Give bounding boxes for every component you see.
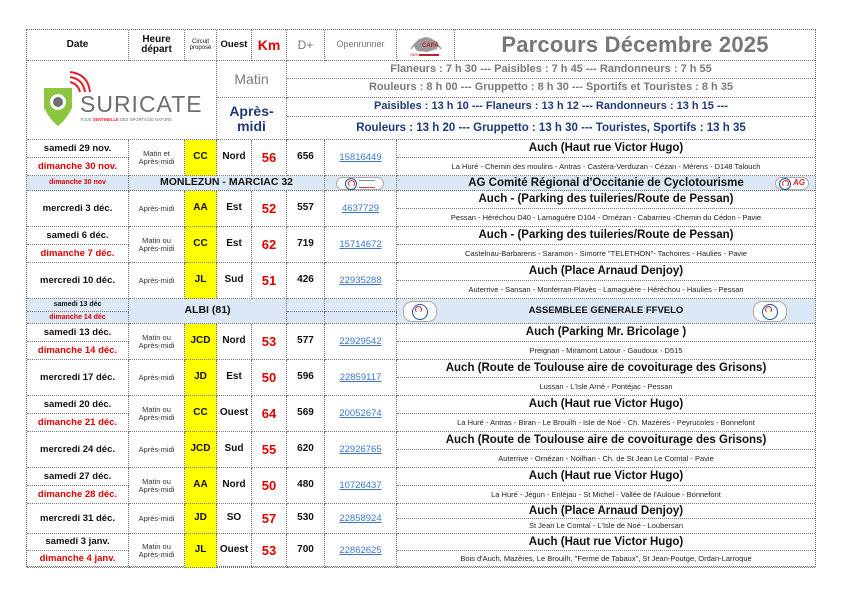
- openrunner-link[interactable]: 22859117: [325, 360, 397, 396]
- row-km: 62: [252, 227, 287, 263]
- row-route: La Huré - Chemin des moulins - Antras - Castéra-Verduzan - Cézan - Mérens - D148 Talouch: [397, 158, 815, 176]
- row-km: 56: [252, 140, 287, 176]
- row-date-sunday: dimanche 21 déc.: [27, 414, 129, 432]
- row-circuit: JCD: [185, 324, 217, 360]
- svg-text:SURICATE: SURICATE: [79, 91, 203, 117]
- ffvelo-circle-icon: [412, 304, 428, 320]
- row-circuit: CC: [185, 140, 217, 176]
- club-map-icon: [405, 31, 447, 59]
- row-km: 53: [252, 324, 287, 360]
- row-date-sunday: dimanche 28 déc.: [27, 486, 129, 504]
- row-direction: SO: [217, 504, 252, 534]
- row-direction: Est: [217, 227, 252, 263]
- header-circuit: Circuit proposé: [185, 30, 217, 61]
- row-dplus: 557: [287, 191, 325, 227]
- row-meeting-place: Auch (Route de Toulouse aire de covoiturage des Grisons): [397, 360, 815, 378]
- event-title: AG Comité Régional d'Occitanie de Cyclotourisme: [397, 176, 815, 191]
- row-date-weekday: samedi 13 déc.: [27, 324, 129, 342]
- row-heure: Après-midi: [129, 191, 185, 227]
- row-heure: Après-midi: [129, 504, 185, 534]
- row-circuit: CC: [185, 396, 217, 432]
- row-heure: Matin ou Après-midi: [129, 468, 185, 504]
- row-heure: Matin ou Après-midi: [129, 324, 185, 360]
- row-meeting-place: Auch (Haut rue Victor Hugo): [397, 534, 815, 551]
- ffvelo-logo: [753, 300, 787, 323]
- row-date-weekday: samedi 29 nov.: [27, 140, 129, 158]
- row-date-sunday: dimanche 30 nov.: [27, 158, 129, 176]
- row-date: mercredi 3 déc.: [27, 191, 129, 227]
- row-route: Pessan - Héréchou D40 - Lamaguère D104 - Ornézan - Cabarrieu -Chemin du Cédon - Pavie: [397, 209, 815, 227]
- event-empty: [325, 312, 397, 325]
- row-route: Castelnau-Barbarens - Saramon - Simorre "TELETHON"- Tachoires - Haulies - Pavie: [397, 245, 815, 263]
- row-km: 50: [252, 468, 287, 504]
- row-circuit: JCD: [185, 432, 217, 468]
- openrunner-link[interactable]: 20052674: [325, 396, 397, 432]
- page-title: Parcours Décembre 2025: [455, 30, 815, 61]
- openrunner-link[interactable]: 15816449: [325, 140, 397, 176]
- row-meeting-place: Auch (Place Arnaud Denjoy): [397, 263, 815, 281]
- row-date-sunday: dimanche 4 janv.: [27, 551, 129, 568]
- row-dplus: 426: [287, 263, 325, 299]
- club-logo: [397, 30, 455, 61]
- row-date-weekday: samedi 27 déc.: [27, 468, 129, 486]
- ffvelo-comite-icon: [336, 177, 384, 190]
- row-date-weekday: samedi 20 déc.: [27, 396, 129, 414]
- openrunner-link[interactable]: 22858924: [325, 504, 397, 534]
- row-km: 51: [252, 263, 287, 299]
- program-sheet: [26, 29, 816, 567]
- event-location: ALBI (81): [129, 299, 287, 324]
- row-km: 50: [252, 360, 287, 396]
- ffvelo-circle-icon: [345, 178, 357, 190]
- row-heure: Matin ou Après-midi: [129, 534, 185, 568]
- row-meeting-place: Auch (Route de Toulouse aire de covoiturage des Grisons): [397, 432, 815, 450]
- row-direction: Nord: [217, 468, 252, 504]
- row-heure: Après-midi: [129, 432, 185, 468]
- row-date: mercredi 31 déc.: [27, 504, 129, 534]
- row-route: Lussan - L'Isle Arné - Pontéjac - Pessan: [397, 378, 815, 396]
- row-circuit: AA: [185, 468, 217, 504]
- suricate-logo-icon: [32, 70, 212, 130]
- row-route: La Huré - Antras - Biran - Le Brouilh - Isle de Noé - Ch. Mazères - Peyrucoles - Bonnefont: [397, 414, 815, 432]
- row-date: mercredi 24 déc.: [27, 432, 129, 468]
- row-circuit: JD: [185, 360, 217, 396]
- openrunner-link[interactable]: 22926765: [325, 432, 397, 468]
- ffvelo-icon: [403, 301, 437, 322]
- matin-label: Matin: [217, 61, 287, 98]
- row-route: Auterrive - Ornézan - Noilhan - Ch. de St Jean Le Comtal - Pavie: [397, 450, 815, 468]
- ffvelo-comite-logo: [332, 177, 388, 190]
- row-direction: Est: [217, 360, 252, 396]
- event-empty: [325, 299, 397, 312]
- row-meeting-place: Auch (Haut rue Victor Hugo): [397, 140, 815, 158]
- row-dplus: 577: [287, 324, 325, 360]
- row-dplus: 656: [287, 140, 325, 176]
- row-km: 64: [252, 396, 287, 432]
- row-route: Bois d'Auch, Mazères, Le Brouilh, "Ferme de Tabaux", St Jean-Poutge, Ordan-Larroque: [397, 551, 815, 568]
- row-date: mercredi 17 déc.: [27, 360, 129, 396]
- openrunner-link[interactable]: 22935288: [325, 263, 397, 299]
- row-km: 55: [252, 432, 287, 468]
- row-direction: Nord: [217, 140, 252, 176]
- row-route: La Huré - Jégun - Enléjau - St Michel - Vallée de l'Auloue - Bonnefont: [397, 486, 815, 504]
- row-route: St Jean Le Comtal - L'Isle de Noé - Loubersan: [397, 519, 815, 534]
- row-heure: Après-midi: [129, 263, 185, 299]
- row-date-weekday: samedi 3 janv.: [27, 534, 129, 551]
- row-meeting-place: Auch (Place Arnaud Denjoy): [397, 504, 815, 519]
- row-dplus: 620: [287, 432, 325, 468]
- row-route: Preignan - Miramont Latour - Gaudoux - D515: [397, 342, 815, 360]
- ffvelo-icon: [753, 301, 787, 322]
- matin-line-2: Rouleurs : 8 h 00 --- Gruppetto : 8 h 30 --- Sportifs et Touristes : 8 h 35: [287, 79, 815, 98]
- row-date-sunday: dimanche 7 déc.: [27, 245, 129, 263]
- openrunner-link[interactable]: 22929542: [325, 324, 397, 360]
- row-meeting-place: Auch - (Parking des tuileries/Route de Pessan): [397, 227, 815, 245]
- openrunner-link[interactable]: 15714672: [325, 227, 397, 263]
- row-direction: Sud: [217, 263, 252, 299]
- ag-logo-icon: AG: [775, 177, 809, 190]
- row-meeting-place: Auch (Haut rue Victor Hugo): [397, 468, 815, 486]
- row-direction: Sud: [217, 432, 252, 468]
- row-circuit: JL: [185, 534, 217, 568]
- ag-logo: [775, 177, 811, 190]
- row-dplus: 530: [287, 504, 325, 534]
- ffvelo-circle-icon: [762, 304, 778, 320]
- svg-text:CAPA: CAPA: [421, 43, 439, 49]
- header-heure: Heure départ: [129, 30, 185, 61]
- row-date-weekday: samedi 6 déc.: [27, 227, 129, 245]
- row-heure: Matin ou Après-midi: [129, 227, 185, 263]
- row-dplus: 719: [287, 227, 325, 263]
- apres-midi-label: Après-midi: [217, 98, 287, 140]
- row-meeting-place: Auch - (Parking des tuileries/Route de Pessan): [397, 191, 815, 209]
- suricate-logo: [27, 61, 217, 140]
- row-circuit: AA: [185, 191, 217, 227]
- row-meeting-place: Auch (Haut rue Victor Hugo): [397, 396, 815, 414]
- row-circuit: JD: [185, 504, 217, 534]
- event-date: samedi 13 déc: [27, 299, 129, 312]
- ffvelo-circle-icon: [779, 178, 791, 190]
- header-openrunner: Openrunner: [325, 30, 397, 61]
- row-direction: Est: [217, 191, 252, 227]
- row-date: mercredi 10 déc.: [27, 263, 129, 299]
- event-empty: [287, 312, 325, 325]
- header-date: Date: [27, 30, 129, 61]
- row-route: Auterrive - Sansan - Monferran-Plavès - Lamaguère - Héréchou - Haulies - Pessan: [397, 281, 815, 299]
- apres-midi-line-1: Paisibles : 13 h 10 --- Flaneurs : 13 h 12 --- Randonneurs : 13 h 15 ---: [287, 98, 815, 117]
- row-direction: Nord: [217, 324, 252, 360]
- header-dplus: D+: [287, 30, 325, 61]
- row-km: 57: [252, 504, 287, 534]
- row-dplus: 596: [287, 360, 325, 396]
- row-date-sunday: dimanche 14 déc.: [27, 342, 129, 360]
- row-direction: Ouest: [217, 534, 252, 568]
- row-heure: Après-midi: [129, 360, 185, 396]
- matin-line-1: Flaneurs : 7 h 30 --- Paisibles : 7 h 45 --- Randonneurs : 7 h 55: [287, 61, 815, 79]
- row-heure: Matin et Après-midi: [129, 140, 185, 176]
- openrunner-link[interactable]: 22862625: [325, 534, 397, 568]
- event-empty: [287, 299, 325, 312]
- openrunner-link[interactable]: 4637729: [325, 191, 397, 227]
- svg-text:TOUS SENTINELLE DES SPORTS DE: TOUS SENTINELLE DES SPORTS DE NATURE: [79, 117, 172, 122]
- row-dplus: 700: [287, 534, 325, 568]
- event-date-sunday: dimanche 14 déc: [27, 312, 129, 325]
- comite-text-icon: [359, 180, 375, 188]
- row-meeting-place: Auch (Parking Mr. Bricolage ): [397, 324, 815, 342]
- row-circuit: JL: [185, 263, 217, 299]
- row-km: 53: [252, 534, 287, 568]
- row-circuit: CC: [185, 227, 217, 263]
- row-heure: Matin ou Après-midi: [129, 396, 185, 432]
- row-km: 52: [252, 191, 287, 227]
- row-dplus: 480: [287, 468, 325, 504]
- row-dplus: 569: [287, 396, 325, 432]
- row-direction: Ouest: [217, 396, 252, 432]
- header-ouest: Ouest: [217, 30, 252, 61]
- apres-midi-line-2: Rouleurs : 13 h 20 --- Gruppetto : 13 h 30 --- Touristes, Sportifs : 13 h 35: [287, 117, 815, 140]
- header-km: Km: [252, 30, 287, 61]
- event-title: ASSEMBLEE GENERALE FFVELO: [397, 299, 815, 324]
- ffvelo-logo: [403, 300, 437, 323]
- svg-text:SEB: SEB: [409, 52, 418, 57]
- openrunner-link[interactable]: 10726437: [325, 468, 397, 504]
- event-location: MONLEZUN - MARCIAC 32: [129, 176, 325, 191]
- event-date: dimanche 30 nov: [27, 176, 129, 191]
